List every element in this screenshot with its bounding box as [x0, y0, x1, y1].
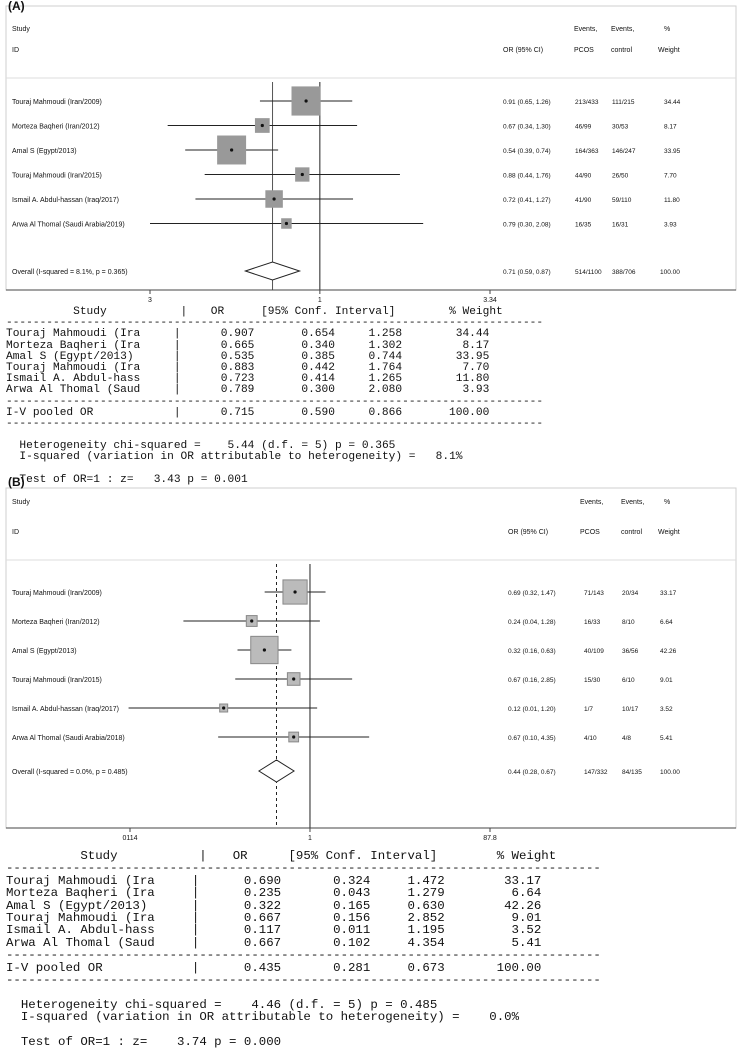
table-cell: I-V pooled OR [6, 960, 103, 975]
table-cell: | [173, 373, 181, 386]
table-rule: -------------------------------------------------------------------------------- [6, 417, 544, 430]
x-tick-label: 3.34 [483, 297, 497, 304]
table-cell: 0.340 [301, 339, 335, 352]
table-cell: 0.156 [333, 910, 371, 925]
table-cell: Touraj Mahmoudi (Ira [6, 361, 141, 374]
study-label: Amal S (Egypt/2013) [12, 648, 77, 655]
events-control: 10/17 [622, 706, 639, 713]
i-squared: I-squared (variation in OR attributable to heterogeneity) = 8.1% [19, 451, 463, 464]
table-cell: 1.764 [368, 361, 403, 374]
table-cell: 1.302 [368, 339, 403, 352]
table-cell: 34.44 [455, 328, 490, 341]
table-cell: | [191, 960, 200, 975]
events-pcos: 4/10 [584, 735, 597, 742]
events-control: 6/10 [622, 677, 635, 684]
header-events-pcos-sub: PCOS [580, 529, 600, 536]
table-cell: Touraj Mahmoudi (Ira [6, 873, 155, 888]
or-ci-text: 0.79 (0.30, 2.08) [503, 221, 551, 229]
table-cell: 0.744 [368, 350, 403, 363]
header-events-control-sub: control [611, 47, 633, 54]
weight-text: 6.64 [660, 619, 673, 626]
table-cell: | [191, 886, 200, 901]
table-cell: 0.866 [368, 406, 403, 419]
or-ci-text: 0.67 (0.34, 1.30) [503, 123, 551, 131]
header-events-control-sub: control [621, 529, 643, 536]
events-control: 8/10 [622, 619, 635, 626]
table-cell: Arwa Al Thomal (Saud [6, 384, 141, 397]
events-pcos: 46/99 [575, 123, 592, 131]
heterogeneity-chi2: Heterogeneity chi-squared = 5.44 (d.f. = 5) p = 0.365 [19, 440, 396, 453]
weight-text: 11.80 [664, 197, 680, 204]
table-cell: 4.354 [407, 935, 445, 950]
table-cell: 0.907 [220, 328, 255, 341]
events-pcos: 213/433 [575, 99, 599, 106]
overall-weight: 100.00 [660, 769, 680, 776]
point-estimate [292, 735, 295, 738]
study-label: Ismail A. Abdul-hassan (Iraq/2017) [12, 197, 120, 204]
test-or-1: Test of OR=1 : z= 3.43 p = 0.001 [19, 473, 248, 486]
x-tick-label: 0114 [122, 835, 138, 842]
table-cell: 0.385 [301, 350, 335, 363]
table-cell: 0.300 [301, 384, 335, 397]
point-estimate [230, 148, 233, 151]
table-cell: | [199, 849, 207, 863]
table-cell: 3.52 [511, 923, 542, 938]
table-cell: 100.00 [449, 406, 490, 419]
table-cell: 1.265 [368, 373, 403, 386]
table-cell: 11.80 [455, 373, 490, 386]
table-cell: 5.41 [511, 935, 542, 950]
table-cell: 0.235 [243, 886, 282, 901]
study-label: Morteza Baqheri (Iran/2012) [12, 123, 100, 131]
point-estimate [285, 222, 288, 225]
weight-text: 8.17 [664, 123, 677, 131]
weight-text: 9.01 [660, 677, 673, 684]
table-cell: 0.442 [301, 361, 335, 374]
table-cell: 0.322 [243, 898, 282, 913]
table-cell: 0.654 [301, 328, 335, 341]
or-ci-text: 0.67 (0.16, 2.85) [508, 677, 556, 684]
events-control: 59/110 [612, 197, 632, 204]
table-row [6, 385, 503, 396]
events-control: 30/53 [612, 123, 629, 131]
table-cell: | [191, 910, 200, 925]
table-row [6, 887, 556, 899]
events-pcos: 40/109 [584, 648, 604, 655]
study-label: Arwa Al Thomal (Saudi Arabia/2019) [12, 221, 125, 229]
header-or: OR (95% CI) [503, 47, 544, 54]
table-cell: 0.165 [333, 898, 371, 913]
table-cell: 8.17 [462, 339, 490, 352]
table-cell: Touraj Mahmoudi (Ira [6, 910, 155, 925]
table-cell: 0.715 [220, 406, 255, 419]
header-weight-sub: Weight [658, 47, 680, 54]
point-estimate [263, 648, 266, 651]
header-weight-sub: Weight [658, 529, 680, 536]
table-cell: 0.324 [333, 873, 371, 888]
table-cell: 2.080 [368, 384, 403, 397]
forest-panel-b [0, 470, 738, 1055]
overall-diamond [245, 262, 299, 280]
table-cell: 0.435 [243, 960, 282, 975]
events-control: 26/50 [612, 172, 629, 180]
overall-or-ci: 0.71 (0.59, 0.87) [503, 269, 551, 276]
table-cell: 0.281 [333, 960, 371, 975]
table-cell: Amal S (Egypt/2013) [6, 350, 134, 363]
study-label: Touraj Mahmoudi (Iran/2009) [12, 590, 102, 597]
table-cell: 0.673 [407, 960, 445, 975]
or-ci-text: 0.54 (0.39, 0.74) [503, 148, 551, 155]
weight-text: 3.52 [660, 706, 673, 713]
table-cell: 1.258 [368, 328, 403, 341]
or-ci-text: 0.24 (0.04, 1.28) [508, 619, 556, 626]
overall-events-control: 84/135 [622, 769, 642, 776]
table-cell: | [173, 406, 181, 419]
test-or-1: Test of OR=1 : z= 3.74 p = 0.000 [20, 1034, 282, 1049]
table-cell: | [191, 935, 200, 950]
overall-events-pcos: 147/332 [584, 769, 608, 776]
table-cell: Ismail A. Abdul-hass [6, 373, 141, 386]
table-cell: 0.690 [243, 873, 282, 888]
header-or: OR (95% CI) [508, 529, 549, 536]
table-cell: 0.590 [301, 406, 335, 419]
table-cell: 0.723 [220, 373, 255, 386]
table-cell: Study [80, 849, 118, 863]
table-cell: | [173, 339, 181, 352]
table-cell: 3.93 [462, 384, 490, 397]
header-events-control: Events, [611, 26, 635, 33]
x-tick-label: 87.8 [483, 835, 497, 842]
table-cell: Arwa Al Thomal (Saud [6, 935, 155, 950]
table-cell: % Weight [496, 849, 557, 863]
events-control: 111/215 [612, 99, 635, 106]
table-cell: | [191, 898, 200, 913]
header-weight: % [664, 26, 671, 33]
header-id: ID [12, 529, 19, 536]
header-events-pcos: Events, [580, 499, 604, 506]
results-table [6, 306, 544, 486]
table-cell: | [173, 328, 181, 341]
table-rule: -------------------------------------------------------------------------------- [6, 317, 544, 330]
weight-text: 42.26 [660, 648, 677, 655]
header-events-pcos: Events, [574, 26, 598, 33]
events-control: 36/56 [622, 648, 639, 655]
table-row [6, 924, 556, 936]
events-control: 146/247 [612, 148, 636, 155]
point-estimate [261, 124, 264, 127]
table-cell: Amal S (Egypt/2013) [6, 898, 148, 913]
table-cell: 100.00 [496, 960, 542, 975]
weight-text: 5.41 [660, 735, 673, 742]
weight-text: 33.17 [660, 590, 677, 597]
study-label: Amal S (Egypt/2013) [12, 148, 77, 155]
header-events-pcos-sub: PCOS [574, 47, 594, 54]
weight-text: 3.93 [664, 221, 677, 229]
or-ci-text: 0.91 (0.65, 1.26) [503, 99, 551, 106]
or-ci-text: 0.88 (0.44, 1.76) [503, 172, 551, 180]
table-cell: | [173, 361, 181, 374]
results-table [6, 849, 601, 1049]
point-estimate [272, 197, 275, 200]
x-tick-label: 1 [308, 835, 312, 842]
table-cell: 33.95 [455, 350, 490, 363]
table-rule: -------------------------------------------------------------------------------- [6, 972, 601, 987]
table-cell: I-V pooled OR [6, 406, 94, 419]
events-control: 20/34 [622, 590, 639, 597]
table-row [6, 329, 503, 340]
study-label: Touraj Mahmoudi (Iran/2015) [12, 172, 102, 180]
table-cell: OR [232, 849, 248, 863]
overall-diamond [259, 760, 294, 782]
table-cell: 0.535 [220, 350, 255, 363]
table-cell: [95% Conf. Interval] [288, 849, 438, 863]
header-study: Study [12, 499, 30, 506]
table-cell: Study [73, 306, 107, 318]
overall-events-control: 388/706 [612, 269, 636, 276]
study-label: Arwa Al Thomal (Saudi Arabia/2018) [12, 735, 125, 742]
table-rule: -------------------------------------------------------------------------------- [6, 861, 601, 876]
events-pcos: 15/30 [584, 677, 601, 684]
table-cell: [95% Conf. Interval] [261, 306, 396, 318]
or-ci-text: 0.12 (0.01, 1.20) [508, 706, 556, 713]
table-cell: 0.414 [301, 373, 335, 386]
forest-plot [0, 0, 738, 340]
x-tick-label: 1 [317, 297, 322, 304]
table-cell: 0.630 [407, 898, 445, 913]
table-cell: Touraj Mahmoudi (Ira [6, 328, 141, 341]
overall-weight: 100.00 [660, 269, 680, 276]
table-cell: 7.70 [462, 361, 490, 374]
overall-or-ci: 0.44 (0.28, 0.67) [508, 769, 556, 776]
table-rule: -------------------------------------------------------------------------------- [6, 948, 601, 963]
overall-events-pcos: 514/1100 [575, 269, 602, 276]
panel-label: (B) [8, 475, 25, 489]
events-pcos: 16/33 [584, 619, 601, 626]
overall-label: Overall (I-squared = 0.0%, p = 0.485) [12, 769, 128, 776]
table-cell: 0.665 [220, 339, 255, 352]
plot-frame [6, 488, 736, 828]
table-cell: 0.011 [333, 923, 371, 938]
weight-text: 34.44 [664, 99, 681, 106]
study-label: Touraj Mahmoudi (Iran/2009) [12, 99, 102, 106]
or-ci-text: 0.72 (0.41, 1.27) [503, 197, 551, 204]
header-study: Study [12, 26, 30, 33]
or-ci-text: 0.67 (0.10, 4.35) [508, 735, 556, 742]
heterogeneity-chi2: Heterogeneity chi-squared = 4.46 (d.f. = 5) p = 0.485 [20, 997, 438, 1012]
table-cell: | [191, 873, 200, 888]
study-label: Ismail A. Abdul-hassan (Iraq/2017) [12, 706, 120, 713]
point-estimate [250, 619, 253, 622]
events-pcos: 71/143 [584, 590, 604, 597]
weight-text: 33.95 [664, 148, 681, 155]
table-cell: 0.883 [220, 361, 255, 374]
study-label: Touraj Mahmoudi (Iran/2015) [12, 677, 102, 684]
table-cell: 0.789 [220, 384, 255, 397]
table-cell: % Weight [449, 306, 503, 318]
point-estimate [301, 173, 304, 176]
point-estimate [304, 99, 307, 102]
events-pcos: 44/90 [575, 172, 592, 180]
table-cell: 9.01 [511, 910, 542, 925]
events-control: 4/8 [622, 735, 632, 742]
table-cell: 42.26 [504, 898, 542, 913]
point-estimate [292, 677, 295, 680]
table-cell: | [191, 923, 200, 938]
point-estimate [222, 706, 225, 709]
table-cell: 1.279 [407, 886, 445, 901]
table-cell: Ismail A. Abdul-hass [6, 923, 155, 938]
events-pcos: 41/90 [575, 197, 592, 204]
overall-label: Overall (I-squared = 8.1%, p = 0.365) [12, 269, 128, 276]
table-cell: | [173, 350, 181, 363]
table-cell: 0.667 [243, 910, 282, 925]
i-squared: I-squared (variation in OR attributable to heterogeneity) = 0.0% [20, 1010, 520, 1025]
weight-text: 7.70 [664, 172, 677, 180]
or-ci-text: 0.69 (0.32, 1.47) [508, 590, 556, 597]
panel-label: (A) [8, 0, 25, 13]
table-cell: 0.043 [333, 886, 371, 901]
table-rule: -------------------------------------------------------------------------------- [6, 395, 544, 408]
table-cell: 33.17 [504, 873, 542, 888]
table-cell: 1.195 [407, 923, 445, 938]
forest-plot [0, 470, 738, 850]
header-weight: % [664, 499, 671, 506]
table-cell: 0.117 [243, 923, 282, 938]
table-cell: | [180, 306, 188, 318]
events-control: 16/31 [612, 221, 629, 229]
table-cell: OR [210, 306, 225, 318]
table-cell: 1.472 [407, 873, 445, 888]
x-tick-label: 3 [148, 297, 152, 304]
or-ci-text: 0.32 (0.16, 0.63) [508, 648, 556, 655]
point-estimate [293, 590, 296, 593]
table-cell: 6.64 [511, 886, 542, 901]
forest-panel-a [0, 0, 738, 486]
header-events-control: Events, [621, 499, 645, 506]
table-cell: 2.852 [407, 910, 445, 925]
events-pcos: 1/7 [584, 706, 594, 713]
table-cell: Morteza Baqheri (Ira [6, 339, 141, 352]
events-pcos: 16/35 [575, 221, 592, 229]
table-cell: Morteza Baqheri (Ira [6, 886, 155, 901]
header-id: ID [12, 47, 19, 54]
study-label: Morteza Baqheri (Iran/2012) [12, 619, 100, 626]
table-cell: 0.667 [243, 935, 282, 950]
events-pcos: 164/363 [575, 148, 599, 155]
table-cell: | [173, 384, 181, 397]
table-cell: 0.102 [333, 935, 371, 950]
